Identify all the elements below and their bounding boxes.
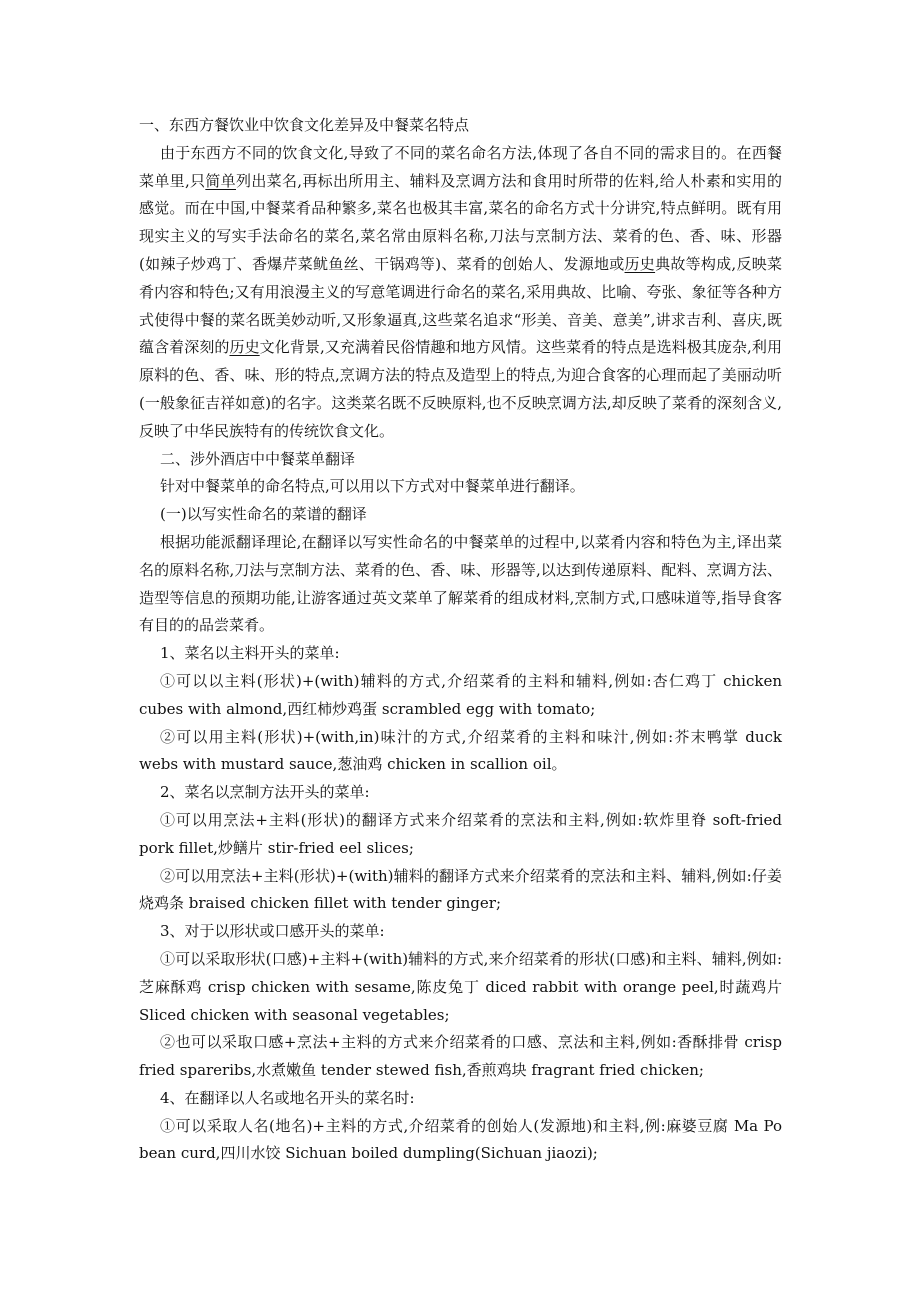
hyperlink-lishi[interactable]: 历史 [624, 254, 656, 273]
document-body [139, 112, 782, 1168]
list-item-4-1: ①可以采取人名(地名)+主料的方式,介绍菜肴的创始人(发源地)和主料,例:麻婆豆腐 Ma Po bean curd,四川水饺 Sichuan boiled dumpling(Sichuan jiaozi); [139, 1116, 782, 1163]
list-heading-4: 4、在翻译以人名或地名开头的菜名时: [160, 1088, 415, 1107]
list-item-1-2: ②可以用主料(形状)+(with,in)味汁的方式,介绍菜肴的主料和味汁,例如:芥末鸭掌 duck webs with mustard sauce,葱油鸡 chicken in scallion oil。 [139, 727, 782, 774]
list-heading-2: 2、菜名以烹制方法开头的菜单: [160, 783, 370, 802]
paragraph-translation-intro: 针对中餐菜单的命名特点,可以用以下方式对中餐菜单进行翻译。 [160, 477, 585, 496]
paragraph-text: 典故等构成,反映菜肴内容和特色;又有用浪漫主义的写意笔调进行命名的菜名,采用典故、比喻、夸张、象征等各种方式使得中餐的菜名既美妙动听,又形象逼真,这些菜名追求“形美、音美、意美”,讲求吉利、喜庆,既蕴含着深刻的 [139, 254, 782, 357]
list-item-1-1: ①可以以主料(形状)+(with)辅料的方式,介绍菜肴的主料和辅料,例如:杏仁鸡丁 chicken cubes with almond,西红柿炒鸡蛋 scrambled egg with tomato; [139, 671, 782, 718]
paragraph-intro [139, 140, 782, 446]
section-heading-1: 一、东西方餐饮业中饮食文化差异及中餐菜名特点 [139, 116, 470, 134]
list-item-2-2: ②可以用烹法+主料(形状)+(with)辅料的翻译方式来介绍菜肴的烹法和主料、辅料,例如:仔姜烧鸡条 braised chicken fillet with tender ginger; [139, 866, 782, 913]
paragraph-text: 由于东西方不同的饮食文化,导致了不同的菜名命名方法,体现了各自不同的需求目的。在西餐菜单里,只 [139, 143, 782, 190]
list-item-2-1: ①可以用烹法+主料(形状)的翻译方式来介绍菜肴的烹法和主料,例如:软炸里脊 soft-fried pork fillet,炒鳝片 stir-fried eel slices; [139, 810, 782, 857]
hyperlink-jiandan[interactable]: 简单 [205, 171, 236, 190]
list-item-3-2: ②也可以采取口感+烹法+主料的方式来介绍菜肴的口感、烹法和主料,例如:香酥排骨 crisp fried spareribs,水煮嫩鱼 tender stewed fish,香煎鸡块 fragrant fried chicken; [139, 1033, 782, 1080]
paragraph-text: 列出菜名,再标出所用主、辅料及烹调方法和食用时所带的佐料,给人朴素和实用的感觉。而在中国,中餐菜肴品种繁多,菜名也极其丰富,菜名的命名方式十分讲究,特点鲜明。既有用现实主义的写实手法命名的菜名,菜名常由原料名称,刀法与烹制方法、菜肴的色、香、味、形器(如辣子炒鸡丁、香爆芹菜鱿鱼丝、干锅鸡等)、菜肴的创始人、发源地或 [139, 171, 782, 273]
list-heading-3: 3、对于以形状或口感开头的菜单: [160, 922, 385, 941]
subsection-heading-1: (一)以写实性命名的菜谱的翻译 [160, 505, 367, 524]
section-heading-2: 二、涉外酒店中中餐菜单翻译 [160, 449, 356, 468]
hyperlink-lishi-2[interactable]: 历史 [229, 338, 260, 357]
list-heading-1: 1、菜名以主料开头的菜单: [160, 644, 340, 663]
paragraph-functionalism: 根据功能派翻译理论,在翻译以写实性命名的中餐菜单的过程中,以菜肴内容和特色为主,译出菜名的原料名称,刀法与烹制方法、菜肴的色、香、味、形器等,以达到传递原料、配料、烹调方法、造型等信息的预期功能,让游客通过英文菜单了解菜肴的组成材料,烹制方式,口感味道等,指导食客有目的的品尝菜肴。 [139, 532, 782, 635]
list-item-3-1: ①可以采取形状(口感)+主料+(with)辅料的方式,来介绍菜肴的形状(口感)和主料、辅料,例如:芝麻酥鸡 crisp chicken with sesame,陈皮兔丁 diced rabbit with orange peel,时蔬鸡片 Sliced chicken with seasonal vegetables; [139, 949, 782, 1024]
paragraph-text: 文化背景,又充满着民俗情趣和地方风情。这些菜肴的特点是选料极其庞杂,利用原料的色、香、味、形的特点,烹调方法的特点及造型上的特点,为迎合食客的心理而起了美丽动听(一般象征吉祥如意)的名字。这类菜名既不反映原料,也不反映烹调方法,却反映了菜肴的深刻含义,反映了中华民族特有的传统饮食文化。 [139, 338, 782, 440]
